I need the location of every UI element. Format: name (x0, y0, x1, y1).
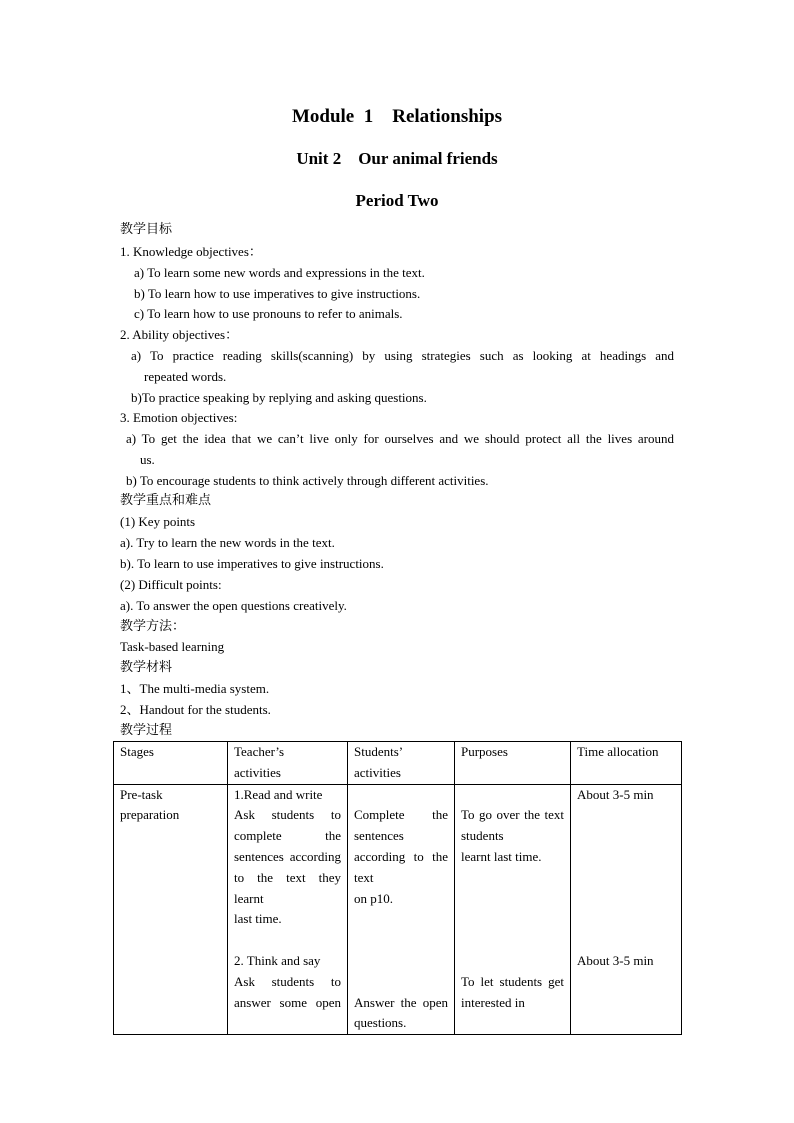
step1-time: About 3-5 min (577, 786, 654, 802)
header-cell-stages (114, 742, 228, 785)
header-cell-teacher (228, 742, 348, 785)
step2-title: 2. Think and say (234, 952, 321, 968)
emotion-item-a-line2: us. (140, 452, 155, 467)
step1-purpose-text: To go over the text students (461, 807, 564, 844)
key-point-a: a). Try to learn the new words in the text. (120, 535, 335, 550)
step1-teacher-text: Ask students to complete the sentences according to the text they learnt (234, 807, 341, 906)
ability-item-a-line2: repeated words. (144, 369, 227, 384)
objectives-heading: 教学目标 (120, 222, 173, 237)
header-stages-text: Stages (120, 744, 154, 759)
step1-student-text: Complete the sentences according to the text (354, 807, 448, 885)
step2-time: About 3-5 min (577, 952, 654, 968)
header-cell-purposes (455, 742, 571, 785)
ability-item-a-line1: a) To practice reading skills(scanning) by using strategies such as looking at headings and (131, 348, 674, 363)
header-students-line2: activities (354, 764, 401, 780)
table-row (114, 784, 682, 1035)
methods-value: Task-based learning (120, 639, 225, 654)
knowledge-item-c: c) To learn how to use pronouns to refer to animals. (134, 306, 403, 321)
step1-purpose-text-end: learnt last time. (461, 848, 542, 864)
emotion-item-b: b) To encourage students to think actively through different activities. (126, 473, 489, 488)
time-allocation-cell (571, 784, 682, 1035)
header-cell-time (571, 742, 682, 785)
unit-title: Unit 2 Our animal friends (296, 149, 498, 168)
process-heading: 教学过程 (120, 723, 173, 738)
step1-title: 1.Read and write (234, 786, 323, 802)
module-title: Module 1 Relationships (291, 106, 503, 127)
student-activities-cell (348, 784, 455, 1035)
step1-teacher-text-end: last time. (234, 911, 282, 927)
knowledge-objectives-label: 1. Knowledge objectives： (120, 244, 262, 259)
teacher-activities-cell (228, 784, 348, 1035)
knowledge-item-b: b) To learn how to use imperatives to give instructions. (134, 286, 421, 301)
knowledge-item-a: a) To learn some new words and expressions in the text. (134, 265, 425, 280)
difficult-points-label: (2) Difficult points: (120, 577, 222, 592)
period-title: Period Two (355, 191, 439, 210)
materials-item-1: 1、The multi-media system. (120, 681, 270, 696)
header-students-line1: Students’ (354, 744, 404, 759)
purposes-cell (455, 784, 571, 1035)
header-cell-students (348, 742, 455, 785)
materials-item-2: 2、Handout for the students. (120, 702, 271, 717)
step2-teacher-text: Ask students to answer some open (234, 973, 341, 1010)
methods-heading: 教学方法： (120, 619, 186, 634)
stage-line2: preparation (120, 807, 180, 823)
teaching-process-table (113, 741, 682, 1035)
ability-objectives-label: 2. Ability objectives： (120, 327, 239, 342)
key-points-heading: 教学重点和难点 (120, 493, 212, 508)
header-purposes-text: Purposes (461, 744, 508, 759)
emotion-objectives-label: 3. Emotion objectives: (120, 410, 238, 425)
key-points-label: (1) Key points (120, 514, 196, 529)
step2-purpose-text: To let students get interested in (461, 973, 564, 1010)
step1-student-text-end: on p10. (354, 890, 393, 906)
difficult-point-a: a). To answer the open questions creatively. (120, 598, 347, 613)
ability-item-b: b)To practice speaking by replying and asking questions. (131, 390, 427, 405)
emotion-item-a-line1: a) To get the idea that we can’t live only for ourselves and we should protect all the lives around (126, 431, 674, 446)
header-teacher-line1: Teacher’s (234, 744, 285, 759)
header-teacher-line2: activities (234, 764, 281, 780)
table-header-row (114, 742, 682, 785)
header-time-text: Time allocation (577, 744, 659, 759)
stage-cell (114, 784, 228, 1035)
materials-heading: 教学材料 (120, 660, 173, 675)
step2-student-text: Answer the open questions. (354, 994, 448, 1031)
key-point-b: b). To learn to use imperatives to give instructions. (120, 556, 384, 571)
stage-line1: Pre-task (120, 786, 163, 802)
